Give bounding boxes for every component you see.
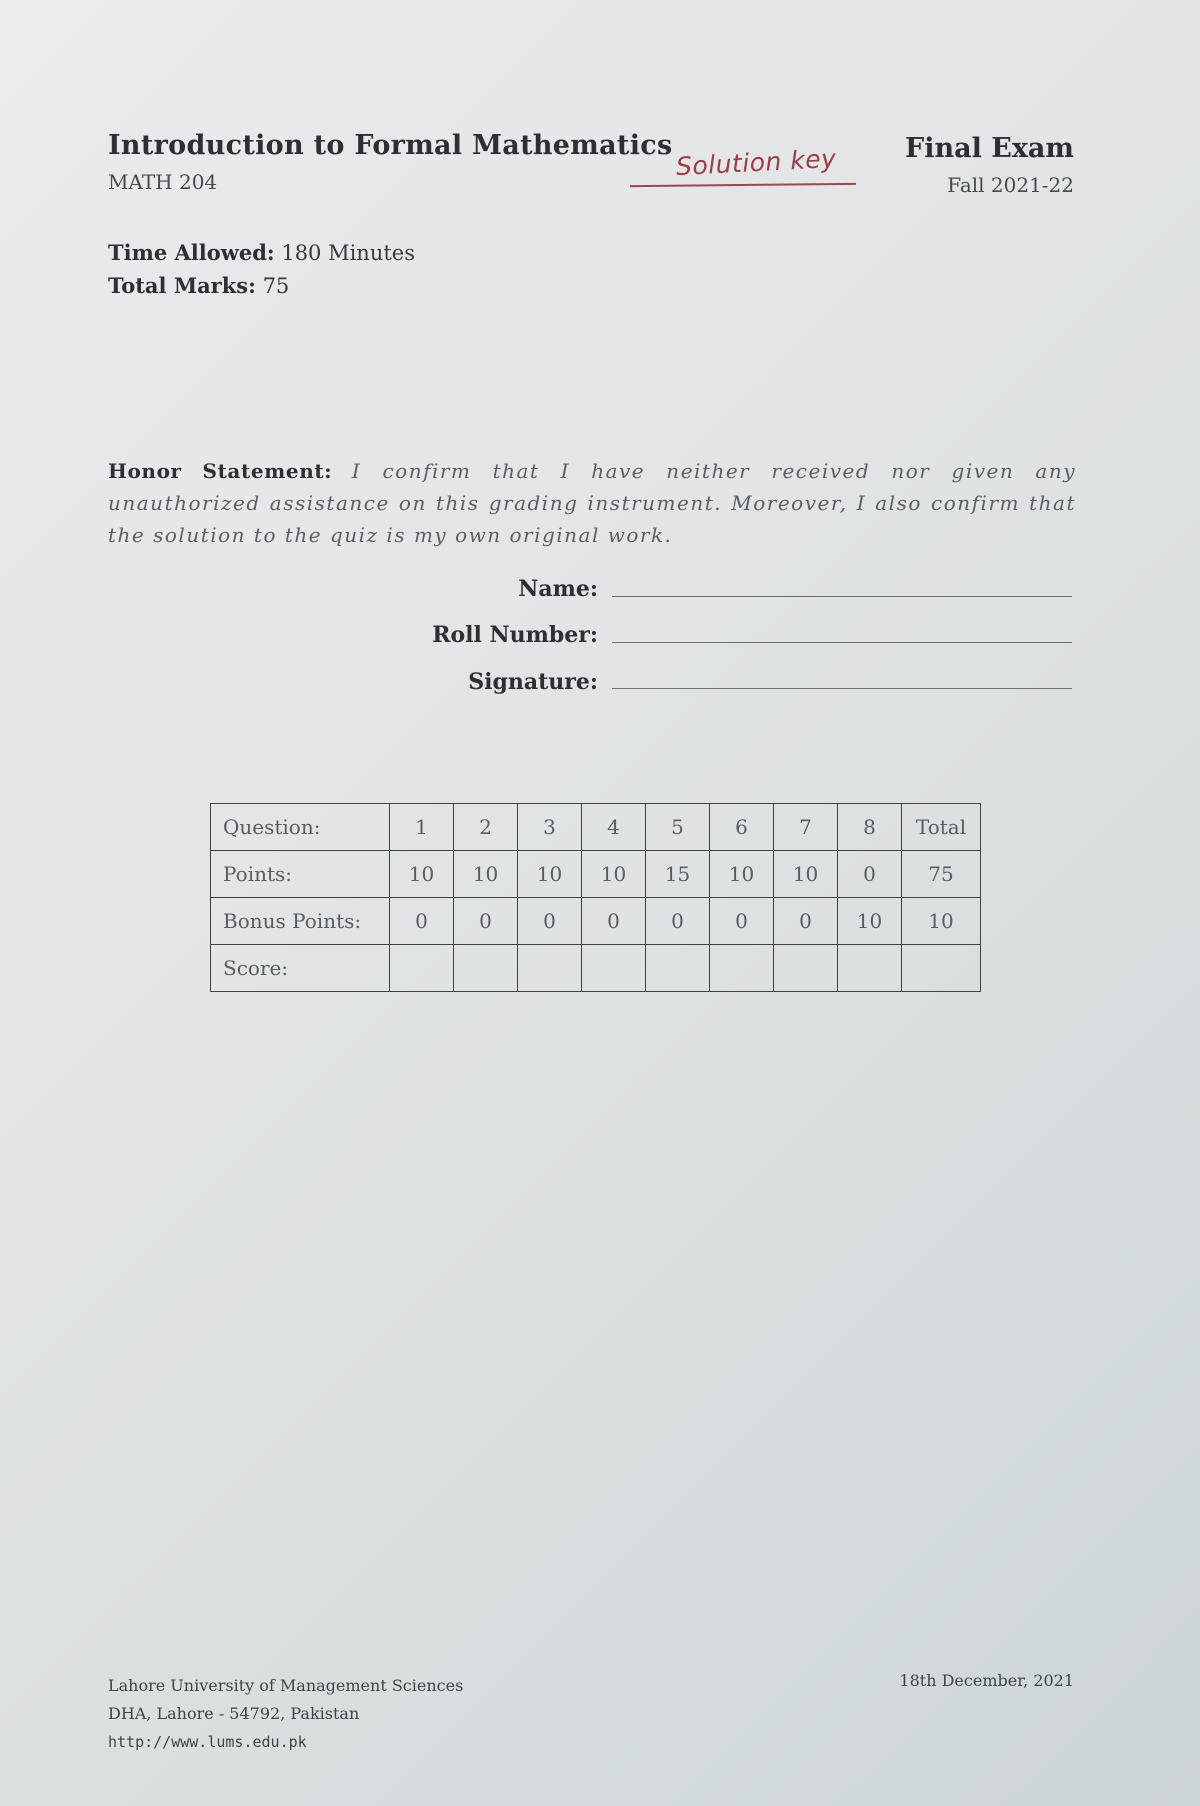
table-cell: 0	[774, 898, 838, 945]
signature-label: Signature:	[468, 669, 598, 695]
score-cell[interactable]	[582, 945, 646, 992]
table-cell: Points:	[211, 851, 390, 898]
table-cell: 10	[390, 851, 454, 898]
table-row	[211, 804, 981, 851]
score-cell[interactable]	[518, 945, 582, 992]
score-cell[interactable]	[838, 945, 902, 992]
score-cell[interactable]	[390, 945, 454, 992]
table-cell: 10	[582, 851, 646, 898]
table-cell: 8	[838, 804, 902, 851]
table-cell: Score:	[211, 945, 390, 992]
table-cell: 6	[710, 804, 774, 851]
table-cell: Question:	[211, 804, 390, 851]
table-cell: 4	[582, 804, 646, 851]
table-cell: Total	[902, 804, 981, 851]
roll-number-label: Roll Number:	[432, 622, 598, 648]
score-cell[interactable]	[902, 945, 981, 992]
table-cell: 0	[646, 898, 710, 945]
table-cell: 0	[582, 898, 646, 945]
score-table	[210, 803, 981, 992]
course-title: Introduction to Formal Mathematics	[108, 130, 673, 161]
table-cell: 15	[646, 851, 710, 898]
table-cell: 75	[902, 851, 981, 898]
handwritten-underline	[630, 183, 856, 187]
handwritten-note: Solution key	[675, 143, 838, 182]
footer-address-block	[108, 1672, 463, 1756]
honor-statement-label: Honor Statement:	[108, 459, 333, 483]
score-cell[interactable]	[646, 945, 710, 992]
table-row	[211, 898, 981, 945]
table-cell: 0	[390, 898, 454, 945]
footer-university: Lahore University of Management Sciences	[108, 1676, 464, 1695]
table-cell: 10	[454, 851, 518, 898]
score-cell[interactable]	[454, 945, 518, 992]
table-cell: 10	[838, 898, 902, 945]
table-cell: 3	[518, 804, 582, 851]
table-cell: 0	[710, 898, 774, 945]
table-cell: 1	[390, 804, 454, 851]
exam-term: Fall 2021-22	[947, 173, 1074, 197]
honor-statement	[108, 455, 1076, 551]
table-cell: 0	[454, 898, 518, 945]
footer-address: DHA, Lahore - 54792, Pakistan	[108, 1704, 360, 1723]
table-row	[211, 851, 981, 898]
course-code: MATH 204	[108, 170, 218, 194]
total-marks-value: 75	[262, 274, 290, 298]
signature-field[interactable]	[612, 688, 1072, 689]
footer-date: 18th December, 2021	[899, 1671, 1074, 1690]
table-cell: 5	[646, 804, 710, 851]
table-cell: 10	[902, 898, 981, 945]
honor-statement-text: I confirm that I have neither received nor given any unauthorized assistance on this grading instrument. Moreover, I also confirm that the solution to the quiz is my own original work.	[108, 459, 1077, 547]
total-marks-label: Total Marks:	[108, 273, 256, 298]
score-cell[interactable]	[774, 945, 838, 992]
table-cell: 10	[710, 851, 774, 898]
table-row	[211, 945, 981, 992]
total-marks	[108, 273, 289, 298]
name-field[interactable]	[612, 596, 1072, 597]
score-cell[interactable]	[710, 945, 774, 992]
footer-url-link[interactable]: http://www.lums.edu.pk	[108, 1733, 307, 1751]
name-label: Name:	[518, 576, 598, 602]
table-cell: 7	[774, 804, 838, 851]
table-cell: 10	[518, 851, 582, 898]
time-allowed-label: Time Allowed:	[108, 240, 275, 265]
roll-number-field[interactable]	[612, 642, 1072, 643]
table-cell: 0	[518, 898, 582, 945]
table-cell: 10	[774, 851, 838, 898]
table-cell: 2	[454, 804, 518, 851]
time-allowed	[108, 240, 415, 265]
exam-title: Final Exam	[905, 133, 1074, 164]
time-allowed-value: 180 Minutes	[281, 241, 415, 265]
table-cell: 0	[838, 851, 902, 898]
table-cell: Bonus Points:	[211, 898, 390, 945]
